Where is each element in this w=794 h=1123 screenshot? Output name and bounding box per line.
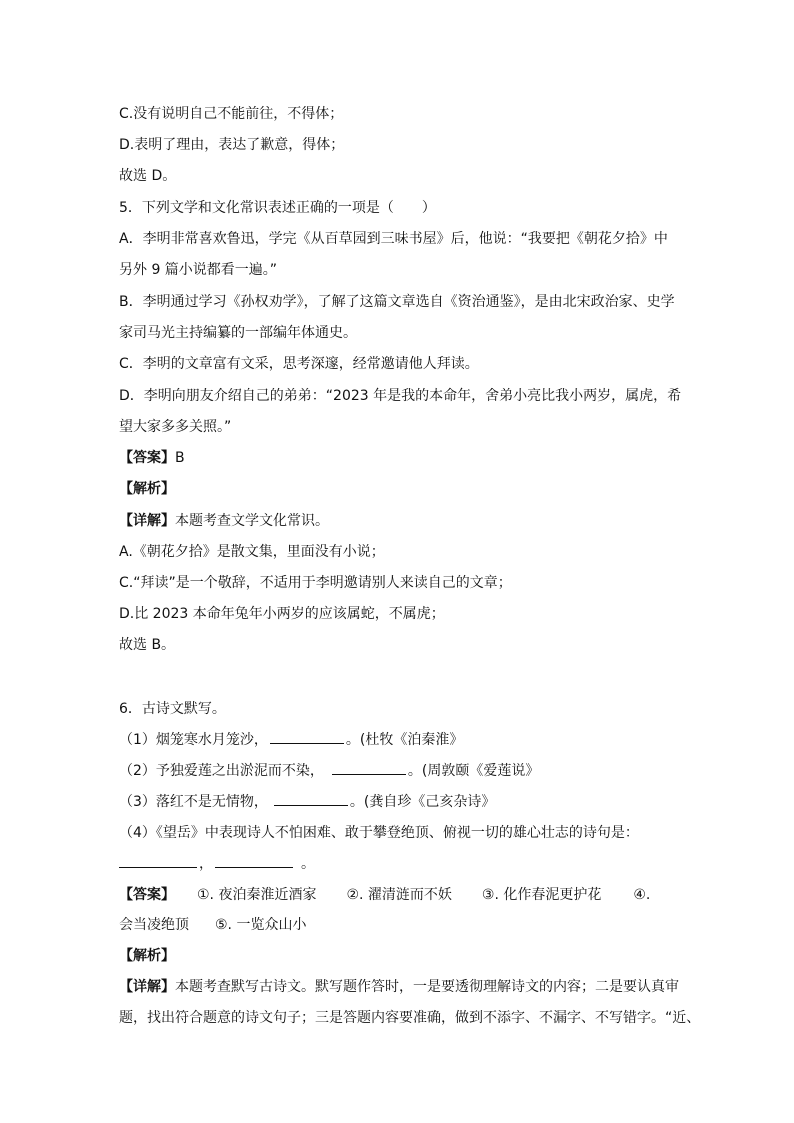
question-5-option-d-line2: 望大家多多关照。” bbox=[119, 419, 232, 435]
question-6-stem: 6．古诗文默写。 bbox=[119, 701, 226, 717]
fill-blank bbox=[274, 793, 348, 806]
detail-label: 【详解】 bbox=[119, 513, 175, 529]
question-5-option-b-line1: B．李明通过学习《孙权劝学》，了解了这篇文章选自《资治通鉴》，是由北宋政治家、史学 bbox=[119, 294, 675, 310]
blank-separator: ， bbox=[199, 856, 213, 872]
question-6-analysis-label: 【解析】 bbox=[119, 948, 175, 964]
option-d-prev-explanation: D.表明了理由，表达了歉意，得体； bbox=[119, 137, 345, 153]
question-6-item-3 bbox=[119, 792, 495, 812]
item-1-source: 。(杜牧《泊秦淮》 bbox=[345, 732, 464, 748]
question-6-detail-line1 bbox=[119, 977, 679, 997]
question-5-detail bbox=[119, 511, 329, 531]
detail-text: 本题考查文学文化常识。 bbox=[175, 513, 329, 529]
detail-label: 【详解】 bbox=[119, 979, 175, 995]
detail-text: 本题考查默写古诗文。默写题作答时，一是要透彻理解诗文的内容；二是要认真审 bbox=[175, 979, 679, 995]
answer-1: ①. 夜泊秦淮近酒家 bbox=[197, 887, 317, 903]
item-2-source: 。(周敦颐《爱莲说》 bbox=[407, 763, 540, 779]
item-1-text: （1）烟笼寒水月笼沙， bbox=[119, 732, 268, 748]
option-c-prev-explanation: C.没有说明自己不能前往，不得体； bbox=[119, 106, 344, 122]
answer-label: 【答案】 bbox=[119, 887, 175, 903]
question-5-option-d-line1: D．李明向朋友介绍自己的弟弟：“2023 年是我的本命年，舍弟小亮比我小两岁，属虎，希 bbox=[119, 388, 682, 404]
question-6-item-2 bbox=[119, 761, 539, 781]
fill-blank bbox=[332, 762, 406, 775]
question-5-choice: 故选 B。 bbox=[119, 637, 176, 653]
question-5-reason-c: C.“拜读”是一个敬辞，不适用于李明邀请别人来读自己的文章； bbox=[119, 575, 512, 591]
item-3-source: 。(龚自珍《己亥杂诗》 bbox=[349, 794, 496, 810]
question-6-item-4: （4）《望岳》中表现诗人不怕困难、敢于攀登绝顶、俯视一切的雄心壮志的诗句是： bbox=[119, 825, 639, 841]
question-6-answer bbox=[119, 885, 650, 905]
question-5-answer bbox=[119, 448, 185, 468]
question-5-option-b-line2: 家司马光主持编纂的一部编年体通史。 bbox=[119, 325, 357, 341]
question-5-stem: 5．下列文学和文化常识表述正确的一项是（ ） bbox=[119, 200, 436, 216]
question-6-item-1 bbox=[119, 730, 463, 750]
question-6-detail-line2: 题，找出符合题意的诗文句子；三是答题内容要准确，做到不添字、不漏字、不写错字。“近、 bbox=[119, 1010, 701, 1026]
question-5-reason-d: D.比 2023 本命年兔年小两岁的应该属蛇，不属虎； bbox=[119, 606, 445, 622]
question-5-option-a-line1: A．李明非常喜欢鲁迅，学完《从百草园到三味书屋》后，他说：“我要把《朝花夕拾》中 bbox=[119, 231, 668, 247]
answer-4-marker: ④. bbox=[633, 887, 651, 903]
fill-blank bbox=[215, 855, 293, 868]
prev-answer-choice: 故选 D。 bbox=[119, 168, 177, 184]
answer-label: 【答案】 bbox=[119, 450, 175, 466]
answer-2: ②. 濯清涟而不妖 bbox=[346, 887, 452, 903]
answer-value: B bbox=[175, 450, 185, 466]
question-6-answer-cont bbox=[119, 915, 306, 935]
question-5-option-a-line2: 另外 9 篇小说都看一遍。” bbox=[119, 262, 278, 278]
question-5-reason-a: A.《朝花夕拾》是散文集，里面没有小说； bbox=[119, 544, 385, 560]
item-3-text: （3）落红不是无情物， bbox=[119, 794, 268, 810]
question-6-item-4-blanks bbox=[119, 854, 315, 874]
item-2-text: （2）予独爱莲之出淤泥而不染， bbox=[119, 763, 324, 779]
answer-5: ⑤. 一览众山小 bbox=[215, 917, 307, 933]
blank-end: 。 bbox=[301, 856, 315, 872]
fill-blank bbox=[270, 731, 344, 744]
answer-3: ③. 化作春泥更护花 bbox=[481, 887, 602, 903]
question-5-analysis-label: 【解析】 bbox=[119, 481, 175, 497]
question-5-option-c: C．李明的文章富有文采，思考深邃，经常邀请他人拜读。 bbox=[119, 356, 479, 372]
answer-4: 会当凌绝顶 bbox=[119, 917, 189, 933]
fill-blank bbox=[119, 855, 197, 868]
